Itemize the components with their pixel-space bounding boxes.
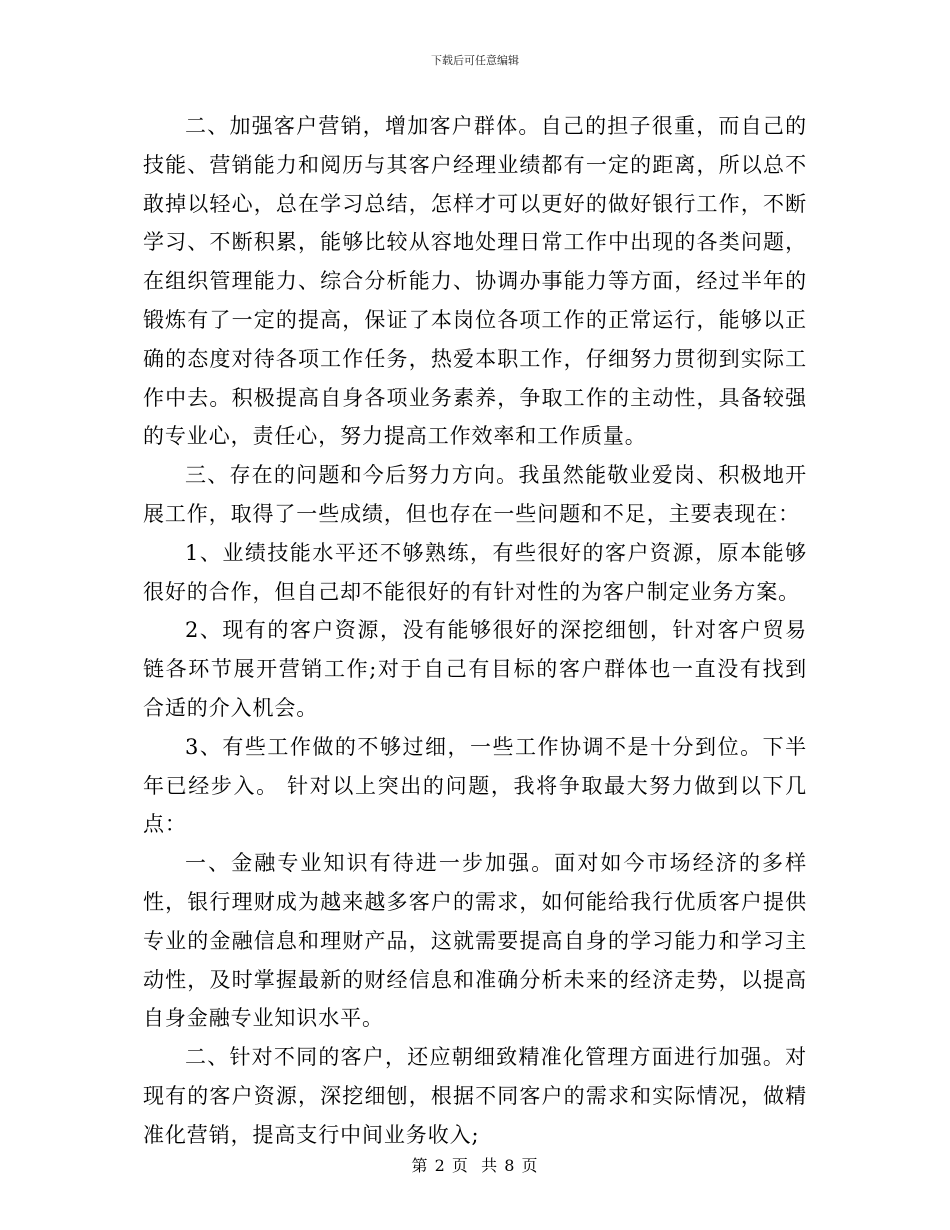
total-pages-number: 8 xyxy=(504,1156,516,1175)
footer-prefix: 第 xyxy=(411,1156,429,1175)
current-page-number: 2 xyxy=(434,1156,446,1175)
footer-middle: 页 共 xyxy=(451,1156,499,1175)
paragraph-strengthen-marketing: 二、加强客户营销，增加客户群体。自己的担子很重，而自己的技能、营销能力和阅历与其客户经理业绩都有一定的距离，所以总不敢掉以轻心，总在学习总结，怎样才可以更好的做好银行工作，不断学习、不断积累，能够比较从容地处理日常工作中出现的各类问题，在组织管理能力、综合分析能力、协调办事能力等方面，经过半年的锻炼有了一定的提高，保证了本岗位各项工作的正常运行，能够以正确的态度对待各项工作任务，热爱本职工作，仔细努力贯彻到实际工作中去。积极提高自身各项业务素养，争取工作的主动性，具备较强的专业心，责任心，努力提高工作效率和工作质量。 xyxy=(143,114,807,449)
paragraph-issue-1: 1、业绩技能水平还不够熟练，有些很好的客户资源，原本能够很好的合作，但自己却不能很好的有针对性的为客户制定业务方案。 xyxy=(143,540,807,604)
paragraph-issue-2: 2、现有的客户资源，没有能够很好的深挖细刨，针对客户贸易链各环节展开营销工作;对于自己有目标的客户群体也一直没有找到合适的介入机会。 xyxy=(143,618,807,720)
header-note: 下载后可任意编辑 xyxy=(431,54,519,67)
paragraph-problems-directions: 三、存在的问题和今后努力方向。我虽然能敬业爱岗、积极地开展工作，取得了一些成绩，但也存在一些问题和不足，主要表现在： xyxy=(143,463,807,526)
paragraph-plan-1: 一、金融专业知识有待进一步加强。面对如今市场经济的多样性，银行理财成为越来越多客户的需求，如何能给我行优质客户提供专业的金融信息和理财产品，这就需要提高自身的学习能力和学习主动性，及时掌握最新的财经信息和准确分析未来的经济走势，以提高自身金融专业知识水平。 xyxy=(143,851,807,1031)
document-body xyxy=(143,107,807,1155)
footer-suffix: 页 xyxy=(521,1156,539,1175)
page-number-footer xyxy=(0,1156,950,1176)
paragraph-issue-3: 3、有些工作做的不够过细，一些工作协调不是十分到位。下半年已经步入。 针对以上突出的问题，我将争取最大努力做到以下几点： xyxy=(143,734,807,837)
paragraph-plan-2: 二、针对不同的客户，还应朝细致精准化管理方面进行加强。对现有的客户资源，深挖细刨，根据不同客户的需求和实际情况，做精准化营销，提高支行中间业务收入; xyxy=(143,1045,807,1147)
